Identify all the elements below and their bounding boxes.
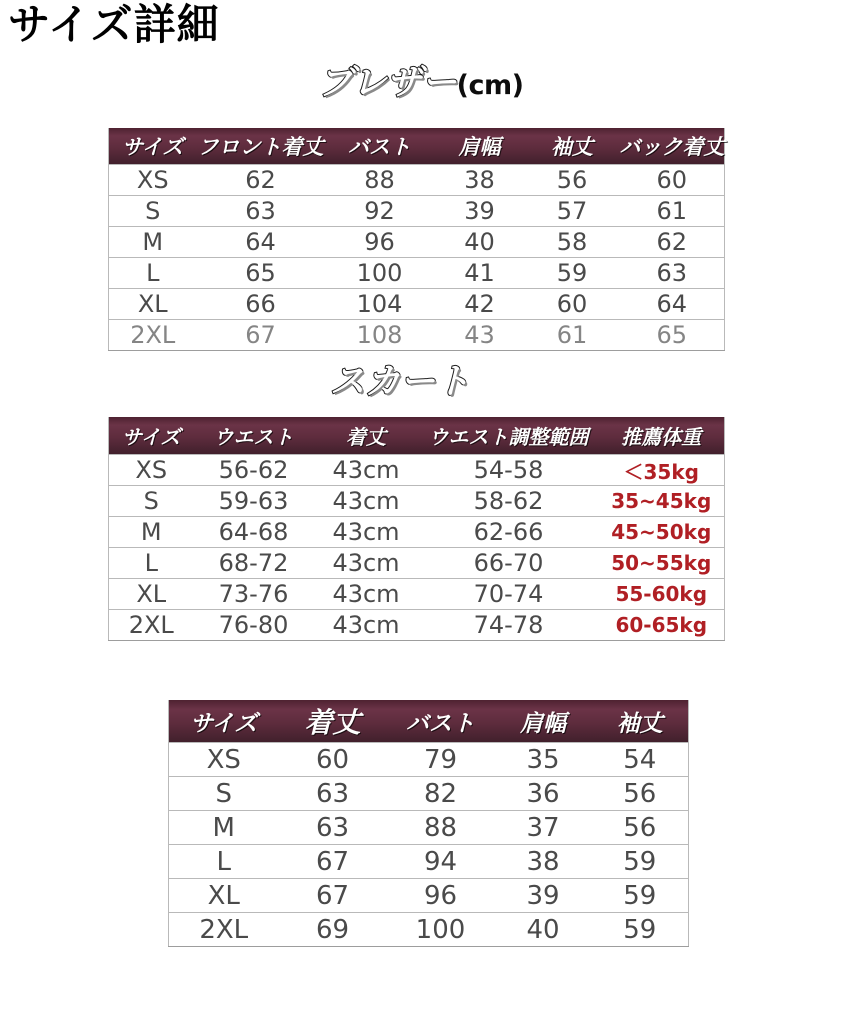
cell-waist: 73-76: [194, 579, 314, 610]
section-caption-skirt-text: スカート: [330, 362, 471, 402]
cell-bust: 108: [325, 320, 435, 351]
cell-back-length: 61: [620, 196, 725, 227]
cell-size: M: [109, 227, 197, 258]
cell-shoulder-width: 38: [495, 845, 592, 879]
table-row: [169, 777, 689, 811]
cell-waist-adjust-range: 74-78: [419, 610, 599, 641]
cell-waist-adjust-range: 58-62: [419, 486, 599, 517]
table-row: [109, 486, 725, 517]
column-header-sleeve-length: 袖丈: [592, 700, 689, 743]
cell-bust: 104: [325, 289, 435, 320]
cell-shoulder-width: 41: [435, 258, 525, 289]
cell-shoulder-width: 40: [495, 913, 592, 947]
cell-length: 63: [279, 811, 387, 845]
cell-size: 2XL: [109, 610, 194, 641]
cell-recommended-weight: 50~55kg: [599, 548, 725, 579]
column-header-sleeve-length: 袖丈: [525, 128, 620, 165]
cell-sleeve-length: 60: [525, 289, 620, 320]
cell-recommended-weight: 55-60kg: [599, 579, 725, 610]
column-header-recommended-weight: 推薦体重: [599, 417, 725, 455]
cell-sleeve-length: 61: [525, 320, 620, 351]
cell-sleeve-length: 56: [525, 165, 620, 196]
cell-waist-adjust-range: 54-58: [419, 455, 599, 486]
cell-recommended-weight: 60-65kg: [599, 610, 725, 641]
column-header-shoulder-width: 肩幅: [435, 128, 525, 165]
cell-size: S: [109, 486, 194, 517]
column-header-size: サイズ: [109, 417, 194, 455]
cell-recommended-weight: 35~45kg: [599, 486, 725, 517]
table-row: [109, 548, 725, 579]
column-header-back-length: バック着丈: [620, 128, 725, 165]
cell-bust: 88: [387, 811, 495, 845]
blazer-size-table: [108, 128, 725, 351]
cell-recommended-weight: 45~50kg: [599, 517, 725, 548]
cell-size: L: [109, 258, 197, 289]
cell-size: XL: [109, 289, 197, 320]
cell-front-length: 62: [197, 165, 325, 196]
table-header-row: [109, 417, 725, 455]
column-header-bust: バスト: [325, 128, 435, 165]
cell-length: 43cm: [314, 486, 419, 517]
cell-waist-adjust-range: 66-70: [419, 548, 599, 579]
table-row: [169, 811, 689, 845]
cell-bust: 96: [325, 227, 435, 258]
table-header-row: [109, 128, 725, 165]
cell-sleeve-length: 56: [592, 811, 689, 845]
column-header-front-length: フロント着丈: [197, 128, 325, 165]
cell-size: XL: [169, 879, 279, 913]
cell-length: 60: [279, 743, 387, 777]
cell-bust: 88: [325, 165, 435, 196]
cell-length: 67: [279, 845, 387, 879]
section-caption-blazer-text: ブレザー: [318, 63, 457, 103]
table-row: [109, 610, 725, 641]
cell-sleeve-length: 57: [525, 196, 620, 227]
cell-size: XS: [109, 165, 197, 196]
column-header-length: 着丈: [279, 700, 387, 743]
cell-back-length: 64: [620, 289, 725, 320]
column-header-shoulder-width: 肩幅: [495, 700, 592, 743]
cell-waist-adjust-range: 70-74: [419, 579, 599, 610]
cell-bust: 96: [387, 879, 495, 913]
column-header-waist-adjust-range: ウエスト調整範囲: [419, 417, 599, 455]
cell-length: 67: [279, 879, 387, 913]
cell-size: L: [169, 845, 279, 879]
cell-shoulder-width: 36: [495, 777, 592, 811]
cell-size: XS: [109, 455, 194, 486]
cell-bust: 82: [387, 777, 495, 811]
cell-size: XL: [109, 579, 194, 610]
cell-shoulder-width: 39: [435, 196, 525, 227]
cell-front-length: 66: [197, 289, 325, 320]
cell-front-length: 67: [197, 320, 325, 351]
cell-waist: 64-68: [194, 517, 314, 548]
shirt-size-table: [168, 700, 689, 947]
column-header-length: 着丈: [314, 417, 419, 455]
table-row: [169, 913, 689, 947]
table-row: [109, 579, 725, 610]
cell-length: 43cm: [314, 610, 419, 641]
cell-waist: 68-72: [194, 548, 314, 579]
page-title: サイズ詳細: [8, 0, 220, 49]
section-caption-blazer-unit: (cm): [456, 70, 524, 101]
cell-sleeve-length: 58: [525, 227, 620, 258]
cell-back-length: 63: [620, 258, 725, 289]
table-row: [109, 258, 725, 289]
table-row: [109, 320, 725, 351]
cell-size: 2XL: [169, 913, 279, 947]
column-header-waist: ウエスト: [194, 417, 314, 455]
cell-sleeve-length: 59: [592, 913, 689, 947]
cell-size: L: [109, 548, 194, 579]
cell-length: 43cm: [314, 517, 419, 548]
table-row: [109, 289, 725, 320]
cell-shoulder-width: 39: [495, 879, 592, 913]
cell-waist-adjust-range: 62-66: [419, 517, 599, 548]
cell-front-length: 64: [197, 227, 325, 258]
cell-waist: 59-63: [194, 486, 314, 517]
cell-length: 69: [279, 913, 387, 947]
cell-bust: 100: [387, 913, 495, 947]
table-row: [169, 743, 689, 777]
column-header-size: サイズ: [169, 700, 279, 743]
cell-length: 43cm: [314, 455, 419, 486]
cell-back-length: 60: [620, 165, 725, 196]
cell-bust: 100: [325, 258, 435, 289]
cell-length: 63: [279, 777, 387, 811]
table-header-row: [169, 700, 689, 743]
cell-sleeve-length: 59: [592, 879, 689, 913]
cell-bust: 79: [387, 743, 495, 777]
cell-waist: 56-62: [194, 455, 314, 486]
cell-sleeve-length: 59: [525, 258, 620, 289]
cell-bust: 94: [387, 845, 495, 879]
cell-shoulder-width: 42: [435, 289, 525, 320]
cell-sleeve-length: 56: [592, 777, 689, 811]
cell-shoulder-width: 43: [435, 320, 525, 351]
cell-size: S: [169, 777, 279, 811]
cell-recommended-weight: ＜35kg: [599, 455, 725, 486]
section-caption-blazer: [318, 63, 524, 103]
table-row: [109, 196, 725, 227]
cell-shoulder-width: 40: [435, 227, 525, 258]
cell-bust: 92: [325, 196, 435, 227]
cell-size: M: [169, 811, 279, 845]
section-caption-skirt: [330, 362, 471, 402]
cell-back-length: 65: [620, 320, 725, 351]
cell-length: 43cm: [314, 548, 419, 579]
cell-front-length: 65: [197, 258, 325, 289]
cell-length: 43cm: [314, 579, 419, 610]
table-row: [109, 455, 725, 486]
cell-size: S: [109, 196, 197, 227]
cell-back-length: 62: [620, 227, 725, 258]
table-row: [109, 227, 725, 258]
cell-front-length: 63: [197, 196, 325, 227]
cell-sleeve-length: 54: [592, 743, 689, 777]
cell-shoulder-width: 37: [495, 811, 592, 845]
cell-size: 2XL: [109, 320, 197, 351]
table-row: [109, 165, 725, 196]
column-header-bust: バスト: [387, 700, 495, 743]
table-row: [169, 845, 689, 879]
column-header-size: サイズ: [109, 128, 197, 165]
table-row: [169, 879, 689, 913]
cell-shoulder-width: 38: [435, 165, 525, 196]
cell-size: M: [109, 517, 194, 548]
cell-waist: 76-80: [194, 610, 314, 641]
skirt-size-table: [108, 417, 725, 641]
cell-size: XS: [169, 743, 279, 777]
cell-sleeve-length: 59: [592, 845, 689, 879]
cell-shoulder-width: 35: [495, 743, 592, 777]
table-row: [109, 517, 725, 548]
